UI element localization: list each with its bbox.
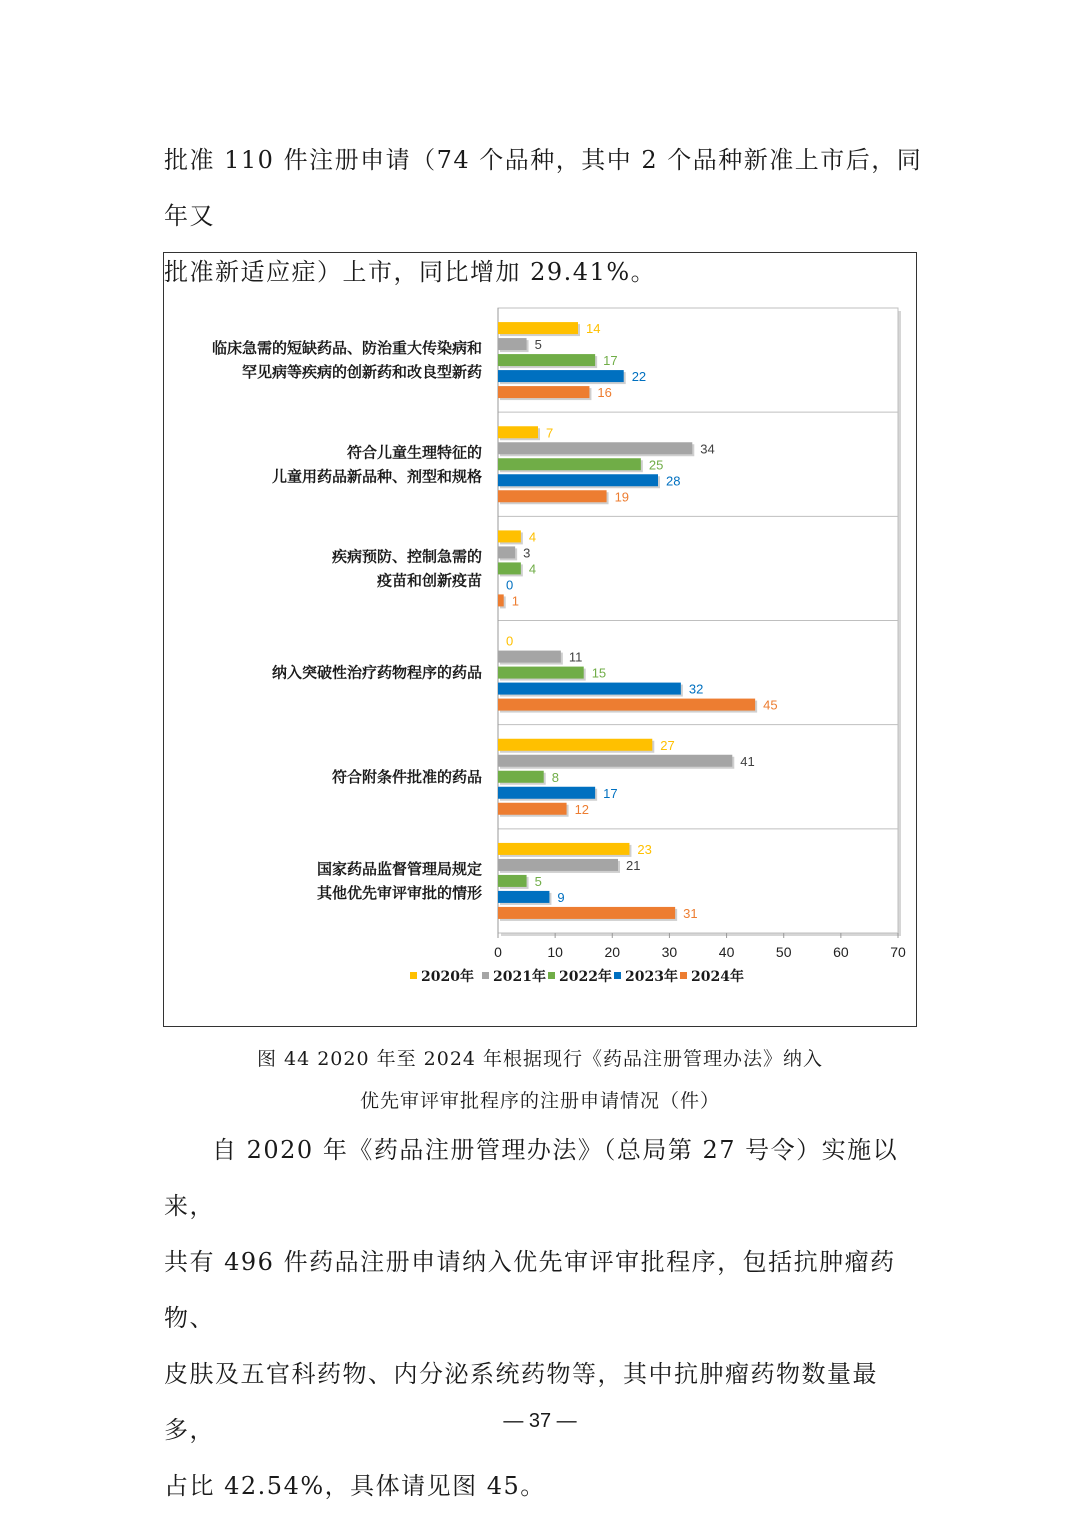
data-label: 4 [528,529,537,545]
x-tick-label: 40 [718,944,735,960]
legend-swatch [482,972,489,979]
figure-caption-line-2: 优先审评审批程序的注册申请情况（件） [359,1090,720,1112]
body-line-3: 皮肤及五官科药物、内分泌系统药物等，其中抗肿瘤药物数量最多， [164,1360,878,1444]
x-tick-label: 0 [494,944,502,960]
data-label: 17 [603,785,618,801]
chart-frame [163,252,917,1027]
data-label: 19 [614,489,630,505]
bar [498,859,618,871]
data-label: 5 [534,337,542,353]
data-label: 8 [551,769,559,785]
bar [498,755,732,767]
bar [498,338,527,350]
data-label: 21 [626,857,641,873]
x-tick-label: 30 [661,944,678,960]
data-label: 23 [637,841,652,857]
data-label: 15 [591,665,607,681]
legend-label: 2021年 [493,969,546,985]
category-label: 疾病预防、控制急需的 [331,547,482,566]
data-label: 0 [506,633,514,649]
bar [498,907,675,919]
data-label: 4 [528,561,537,577]
intro-line-2: 批准新适应症）上市，同比增加 29.41%。 [164,258,657,286]
bar [498,891,549,903]
data-label: 45 [763,697,778,713]
data-label: 22 [631,369,647,385]
bar [498,875,527,887]
x-tick-label: 50 [775,944,792,960]
bar [498,843,629,855]
data-label: 28 [666,473,681,489]
data-label: 41 [740,753,755,769]
body-line-4: 占比 42.54%，具体请见图 45。 [164,1472,546,1500]
data-label: 11 [568,649,583,665]
x-tick-label: 20 [604,944,621,960]
data-label: 5 [534,873,542,889]
data-label: 31 [683,905,698,921]
page-number: — 37 — [503,1410,577,1432]
data-label: 12 [574,801,590,817]
legend-label: 2020年 [421,969,474,985]
category-label: 符合儿童生理特征的 [346,443,482,462]
category-label: 临床急需的短缺药品、防治重大传染病和 [211,339,482,358]
legend-label: 2023年 [625,969,678,985]
legend-label: 2024年 [691,969,744,985]
category-label: 罕见病等疾病的创新药和改良型新药 [241,363,482,382]
intro-line-1: 批准 110 件注册申请（74 个品种，其中 2 个品种新准上市后，同年又 [164,146,923,230]
x-tick-label: 10 [547,944,563,960]
data-label: 16 [597,385,612,401]
category-label: 纳入突破性治疗药物程序的药品 [271,663,482,682]
bar [498,426,538,438]
bar [498,667,584,679]
bar [498,386,589,398]
bar [498,771,544,783]
data-label: 1 [511,593,519,609]
legend-swatch [410,972,417,979]
data-label: 32 [688,681,704,697]
data-label: 0 [506,577,514,593]
category-label: 疫苗和创新疫苗 [376,571,482,590]
bar [498,354,595,366]
data-label: 34 [700,441,715,457]
bar [498,530,521,542]
body-line-2: 共有 496 件药品注册申请纳入优先审评审批程序，包括抗肿瘤药物、 [164,1248,896,1332]
body-line-1: 自 2020 年《药品注册管理办法》（总局第 27 号令）实施以来， [164,1136,899,1220]
bar [498,474,658,486]
data-label: 17 [603,353,618,369]
category-label: 国家药品监督管理局规定 [316,859,482,878]
bar [498,683,681,695]
bar [498,803,567,815]
category-label: 符合附条件批准的药品 [331,767,482,786]
legend-swatch [548,972,555,979]
bar [498,322,578,334]
x-tick-label: 70 [890,944,906,960]
category-label: 儿童用药品新品种、剂型和规格 [271,467,482,486]
data-label: 3 [523,545,531,561]
data-label: 9 [557,889,565,905]
data-label: 7 [546,425,554,441]
data-label: 25 [648,457,664,473]
x-tick-label: 60 [833,944,849,960]
data-label: 27 [660,737,675,753]
legend-label: 2022年 [559,969,612,985]
legend-swatch [680,972,687,979]
bar [498,370,624,382]
bar [498,442,692,454]
figure-caption-line-1: 图 44 2020 年至 2024 年根据现行《药品注册管理办法》纳入 [256,1048,824,1070]
bar [498,739,652,751]
bar [498,458,641,470]
legend-swatch [614,972,621,979]
data-label: 14 [586,321,601,337]
body-paragraph [164,1122,924,1514]
bar [498,651,561,663]
bar [498,546,515,558]
bar [498,562,521,574]
bar [498,787,595,799]
bar [498,594,504,606]
bar [498,490,607,502]
bar-chart [164,253,916,1026]
bar [498,699,755,711]
category-label: 其他优先审评审批的情形 [316,883,482,902]
